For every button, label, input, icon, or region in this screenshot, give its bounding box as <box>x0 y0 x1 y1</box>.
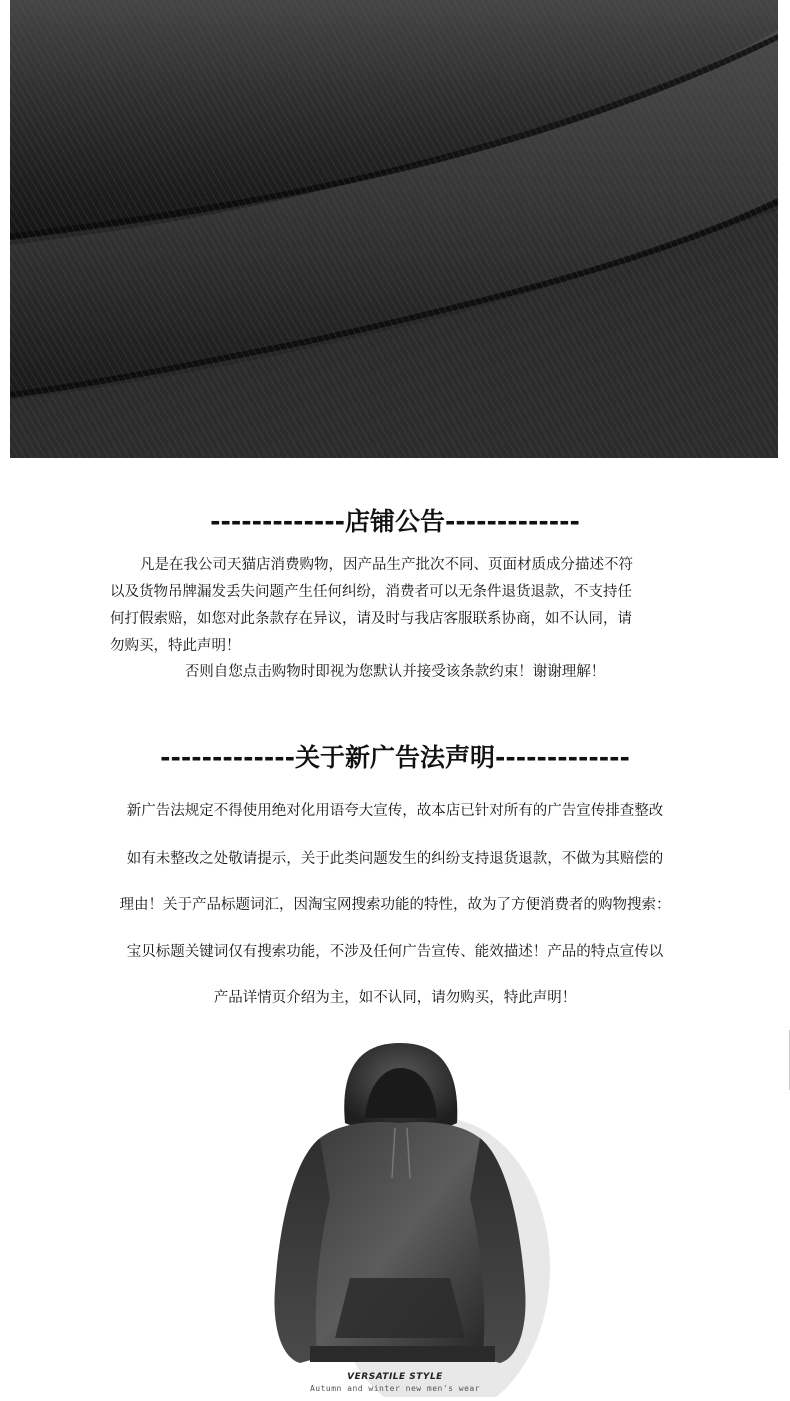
store-notice-title: -------------店铺公告------------- <box>210 507 580 536</box>
store-notice-line: 勿购买，特此声明！ <box>110 638 241 654</box>
ad-law-line: 理由！关于产品标题词汇，因淘宝网搜索功能的特性，故为了方便消费者的购物搜索： <box>119 897 671 913</box>
store-notice-line: 凡是在我公司天猫店消费购物，因产品生产批次不同、页面材质成分描述不符 <box>140 557 633 573</box>
store-notice-paragraph <box>110 552 690 660</box>
product-caption-headline: VERSATILE STYLE <box>347 1372 443 1382</box>
fabric-closeup-image <box>10 0 778 458</box>
ad-law-line: 产品详情页介绍为主，如不认同，请勿购买，特此声明！ <box>213 990 577 1006</box>
store-notice-closing: 否则自您点击购物时即视为您默认并接受该条款约束！谢谢理解！ <box>184 664 606 680</box>
ad-law-line: 新广告法规定不得使用绝对化用语夸大宣传，故本店已针对所有的广告宣传排查整改 <box>126 803 664 819</box>
hoodie-product-image <box>0 1028 790 1397</box>
product-caption-subline: Autumn and winter new men's wear <box>309 1384 481 1393</box>
ad-law-line: 如有未整改之处敬请提示，关于此类问题发生的纠纷支持退货退款，不做为其赔偿的 <box>126 851 664 867</box>
fabric-texture-graphic <box>10 0 778 458</box>
store-notice-line: 何打假索赔，如您对此条款存在异议，请及时与我店客服联系协商，如不认同，请 <box>110 611 632 627</box>
hoodie-graphic <box>0 1028 790 1397</box>
ad-law-title: -------------关于新广告法声明------------- <box>160 743 630 772</box>
ad-law-line: 宝贝标题关键词仅有搜索功能，不涉及任何广告宣传、能效描述！产品的特点宣传以 <box>126 944 664 960</box>
store-notice-line: 以及货物吊牌漏发丢失问题产生任何纠纷，消费者可以无条件退货退款，不支持任 <box>110 584 632 600</box>
